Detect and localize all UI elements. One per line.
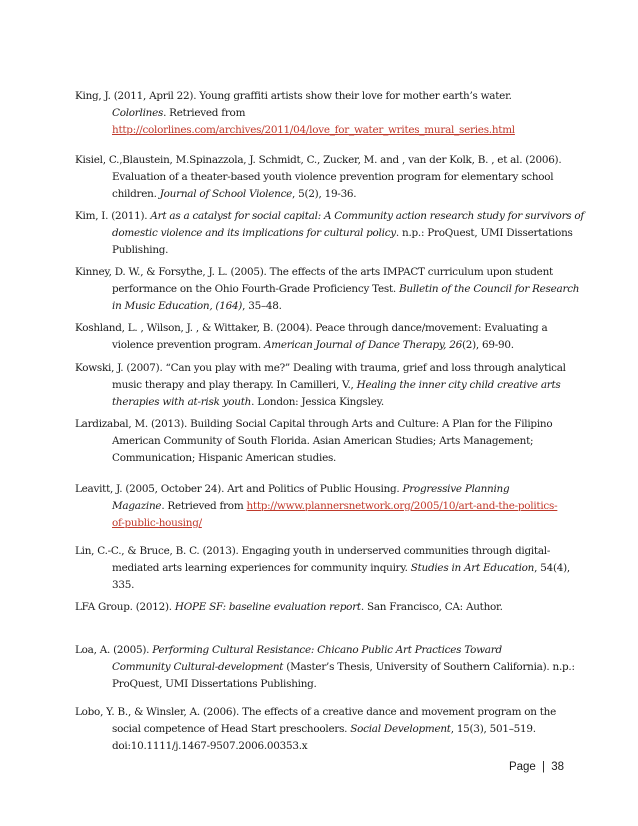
reference-text: (2), 69-90.: [461, 338, 514, 351]
reference-title: Social Development: [350, 722, 451, 735]
reference-text: LFA Group. (2012).: [75, 601, 175, 613]
reference-text: , 54(4),: [534, 561, 570, 574]
reference-text: Kinney, D. W., & Forsythe, J. L. (2005). The effects of the arts IMPACT curriculum upon student: [75, 266, 553, 278]
ref-kim: [75, 208, 585, 258]
reference-line: [75, 105, 575, 122]
reference-text: . London: Jessica Kingsley.: [251, 395, 384, 408]
reference-title: therapies with at-risk youth: [112, 395, 252, 408]
reference-line: [75, 515, 575, 532]
reference-text: social competence of Head Start preschoolers.: [112, 722, 351, 735]
reference-link[interactable]: http://www.plannersnetwork.org/2005/10/art-and-the-politics-: [246, 499, 558, 512]
reference-line: [75, 122, 575, 139]
reference-text: . Retrieved from: [161, 499, 247, 512]
reference-line: [75, 599, 575, 616]
reference-text: . Retrieved from: [163, 106, 246, 119]
reference-line: [75, 416, 575, 433]
ref-kisiel: [75, 152, 575, 202]
reference-text: , 5(2), 19-36.: [292, 187, 357, 200]
reference-title: Bulletin of the Council for Research: [399, 282, 580, 295]
reference-line: [75, 242, 575, 259]
reference-line: [75, 676, 575, 693]
reference-text: Kowski, J. (2007). “Can you play with me?” Dealing with trauma, grief and loss through analytical: [75, 362, 566, 374]
reference-text: 335.: [112, 578, 135, 591]
ref-lobo: [75, 704, 575, 754]
reference-text: mediated arts learning experiences for community inquiry.: [112, 561, 411, 574]
reference-line: [75, 152, 575, 169]
reference-line: [75, 704, 575, 721]
reference-text: . n.p.: ProQuest, UMI Dissertations: [395, 226, 573, 239]
reference-line: [75, 642, 575, 659]
reference-link[interactable]: http://colorlines.com/archives/2011/04/love_for_water_writes_mural_series.html: [112, 123, 515, 136]
reference-text: doi:10.1111/j.1467-9507.2006.00353.x: [112, 739, 308, 752]
reference-title: in Music Education, (164): [112, 299, 243, 312]
reference-line: [75, 281, 580, 298]
reference-text: Lardizabal, M. (2013). Building Social Capital through Arts and Culture: A Plan for the Filipino: [75, 418, 553, 430]
reference-text: , 15(3), 501–519.: [450, 722, 536, 735]
reference-text: Publishing.: [112, 243, 169, 256]
reference-text: Kisiel, C.,Blaustein, M.Spinazzola, J. Schmidt, C., Zucker, M. and , van der Kolk, B. , et al. (2006).: [75, 154, 562, 166]
reference-line: [75, 264, 575, 281]
reference-line: [75, 88, 575, 105]
reference-line: [75, 450, 575, 467]
reference-title: Performing Cultural Resistance: Chicano Public Art Practices Toward: [152, 644, 502, 656]
page-footer: [509, 761, 564, 773]
reference-line: [75, 577, 575, 594]
reference-text: (Master’s Thesis, University of Southern California). n.p.:: [283, 660, 575, 673]
reference-text: Kim, I. (2011).: [75, 210, 151, 222]
reference-title: American Journal of Dance Therapy, 26: [264, 338, 462, 351]
reference-text: , 35–48.: [242, 299, 282, 312]
reference-line: [75, 337, 575, 354]
ref-lfa: [75, 599, 575, 616]
page-label: Page: [508, 761, 536, 773]
reference-title: Studies in Art Education: [410, 561, 535, 574]
reference-text: Communication; Hispanic American studies.: [112, 451, 337, 464]
reference-line: [75, 560, 575, 577]
reference-line: [75, 543, 575, 560]
reference-line: [75, 186, 575, 203]
ref-loa: [75, 642, 575, 692]
ref-kinney: [75, 264, 580, 314]
reference-title: Magazine: [112, 499, 162, 512]
reference-title: Colorlines: [112, 106, 164, 119]
reference-title: domestic violence and its implications for cultural policy: [112, 226, 396, 239]
reference-title: Progressive Planning: [402, 483, 510, 495]
ref-kowski: [75, 360, 575, 410]
ref-lardizabal: [75, 416, 575, 466]
reference-line: [75, 721, 575, 738]
reference-line: [75, 433, 575, 450]
reference-line: [75, 320, 575, 337]
reference-line: [75, 481, 575, 498]
reference-text: . San Francisco, CA: Author.: [360, 601, 503, 613]
reference-line: [75, 225, 575, 242]
reference-title: HOPE SF: baseline evaluation report: [174, 601, 361, 613]
reference-line: [75, 498, 575, 515]
reference-text: children.: [112, 187, 160, 200]
reference-line: [75, 360, 575, 377]
reference-text: Koshland, L. , Wilson, J. , & Wittaker, B. (2004). Peace through dance/movement: Evaluating a: [75, 322, 548, 334]
reference-text: violence prevention program.: [112, 338, 265, 351]
ref-leavitt: [75, 481, 575, 531]
reference-line: [75, 659, 575, 676]
reference-text: music therapy and play therapy. In Camilleri, V.,: [112, 378, 357, 391]
ref-lin: [75, 543, 575, 593]
reference-text: Lobo, Y. B., & Winsler, A. (2006). The effects of a creative dance and movement program on the: [75, 706, 557, 718]
reference-title: Art as a catalyst for social capital: A Community action research study for survivors of: [150, 210, 585, 222]
reference-title: Journal of School Violence: [159, 187, 293, 200]
reference-text: American Community of South Florida. Asian American Studies; Arts Management;: [112, 434, 534, 447]
reference-line: [75, 738, 575, 755]
reference-line: [75, 298, 575, 315]
reference-line: [75, 377, 575, 394]
reference-text: King, J. (2011, April 22). Young graffiti artists show their love for mother earth’s water.: [75, 90, 512, 102]
page-separator: |: [542, 761, 545, 773]
reference-line: [75, 394, 575, 411]
ref-king: [75, 88, 575, 138]
reference-text: Loa, A. (2005).: [75, 644, 153, 656]
reference-link[interactable]: of-public-housing/: [112, 516, 202, 529]
reference-line: [75, 169, 575, 186]
reference-title: Community Cultural-development: [112, 660, 284, 673]
reference-text: Lin, C.-C., & Bruce, B. C. (2013). Engaging youth in underserved communities through digital-: [75, 545, 551, 557]
reference-title: Healing the inner city child creative arts: [356, 378, 561, 391]
reference-text: Evaluation of a theater-based youth violence prevention program for elementary school: [112, 170, 554, 183]
reference-text: performance on the Ohio Fourth-Grade Proficiency Test.: [112, 282, 400, 295]
reference-text: Leavitt, J. (2005, October 24). Art and Politics of Public Housing.: [75, 483, 403, 495]
reference-line: [75, 208, 585, 225]
reference-text: ProQuest, UMI Dissertations Publishing.: [112, 677, 317, 690]
page-number: 38: [551, 761, 564, 773]
ref-koshland: [75, 320, 575, 354]
